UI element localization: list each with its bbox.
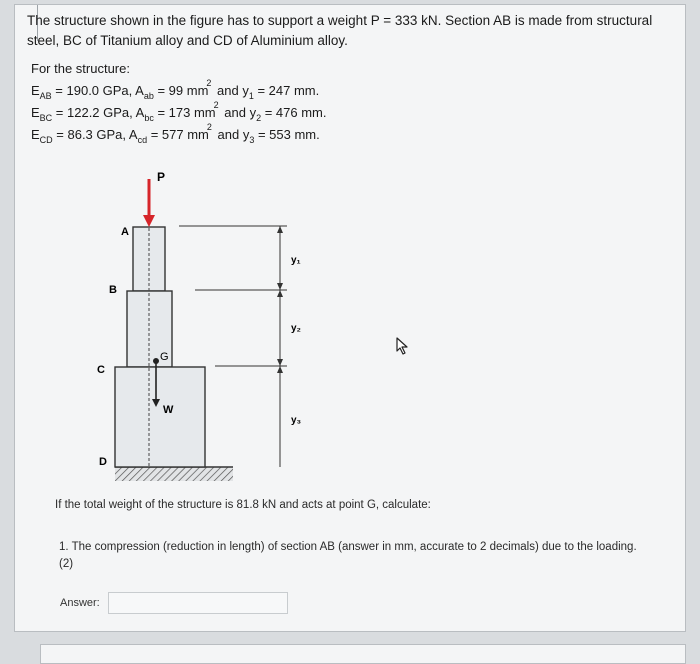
weight-note: If the total weight of the structure is 81.8 kN and acts at point G, calculate: xyxy=(55,499,431,511)
dim-arrow-5 xyxy=(277,366,283,373)
label-p: P xyxy=(157,170,166,184)
label-y1: y₁ xyxy=(291,255,301,266)
label-w: W xyxy=(163,404,174,416)
given-row-ab: $E_{AB} = 190.0$ GPa, $A_{ab} = 99$ $mm^2$ and $y_1 = 247$ mm. xyxy=(31,78,320,101)
given-heading: For the structure: xyxy=(31,61,130,76)
given-row-bc: $E_{BC} = 122.2$ GPa, $A_{bc} = 173$ $mm^2$ and $y_2 = 476$ mm. xyxy=(31,100,327,123)
label-b: B xyxy=(109,284,117,296)
load-arrow-head xyxy=(143,215,155,227)
dim-arrow-1 xyxy=(277,226,283,233)
answer-label: Answer: xyxy=(60,597,100,609)
dim-arrow-4 xyxy=(277,359,283,366)
question-intro: The structure shown in the figure has to support a weight P = 333 kN. Section AB is made from structural steel, BC of Titanium alloy and CD of Aluminium alloy. xyxy=(27,13,653,48)
dim-arrow-2 xyxy=(277,283,283,290)
ground-hatch xyxy=(115,467,233,481)
question-part1: 1. The compression (reduction in length) of section AB (answer in mm, accurate to 2 decimals) due to the loading. (2) xyxy=(59,541,637,570)
label-c: C xyxy=(97,364,105,376)
label-y2: y₂ xyxy=(291,323,302,334)
dim-arrow-3 xyxy=(277,290,283,297)
label-d: D xyxy=(99,456,107,468)
next-question-card xyxy=(40,644,686,664)
given-values xyxy=(31,59,326,147)
answer-input[interactable] xyxy=(108,592,288,614)
structure-figure xyxy=(75,167,335,487)
given-row-cd: $E_{CD} = 86.3$ GPa, $A_{cd} = 577$ $mm^2$ and $y_3 = 553$ mm. xyxy=(31,122,320,145)
label-g: G xyxy=(160,351,169,363)
label-a: A xyxy=(121,226,129,238)
section-cd xyxy=(115,367,205,467)
mouse-pointer-icon xyxy=(394,336,412,356)
question-card xyxy=(14,4,686,632)
label-y3: y₃ xyxy=(291,415,302,426)
